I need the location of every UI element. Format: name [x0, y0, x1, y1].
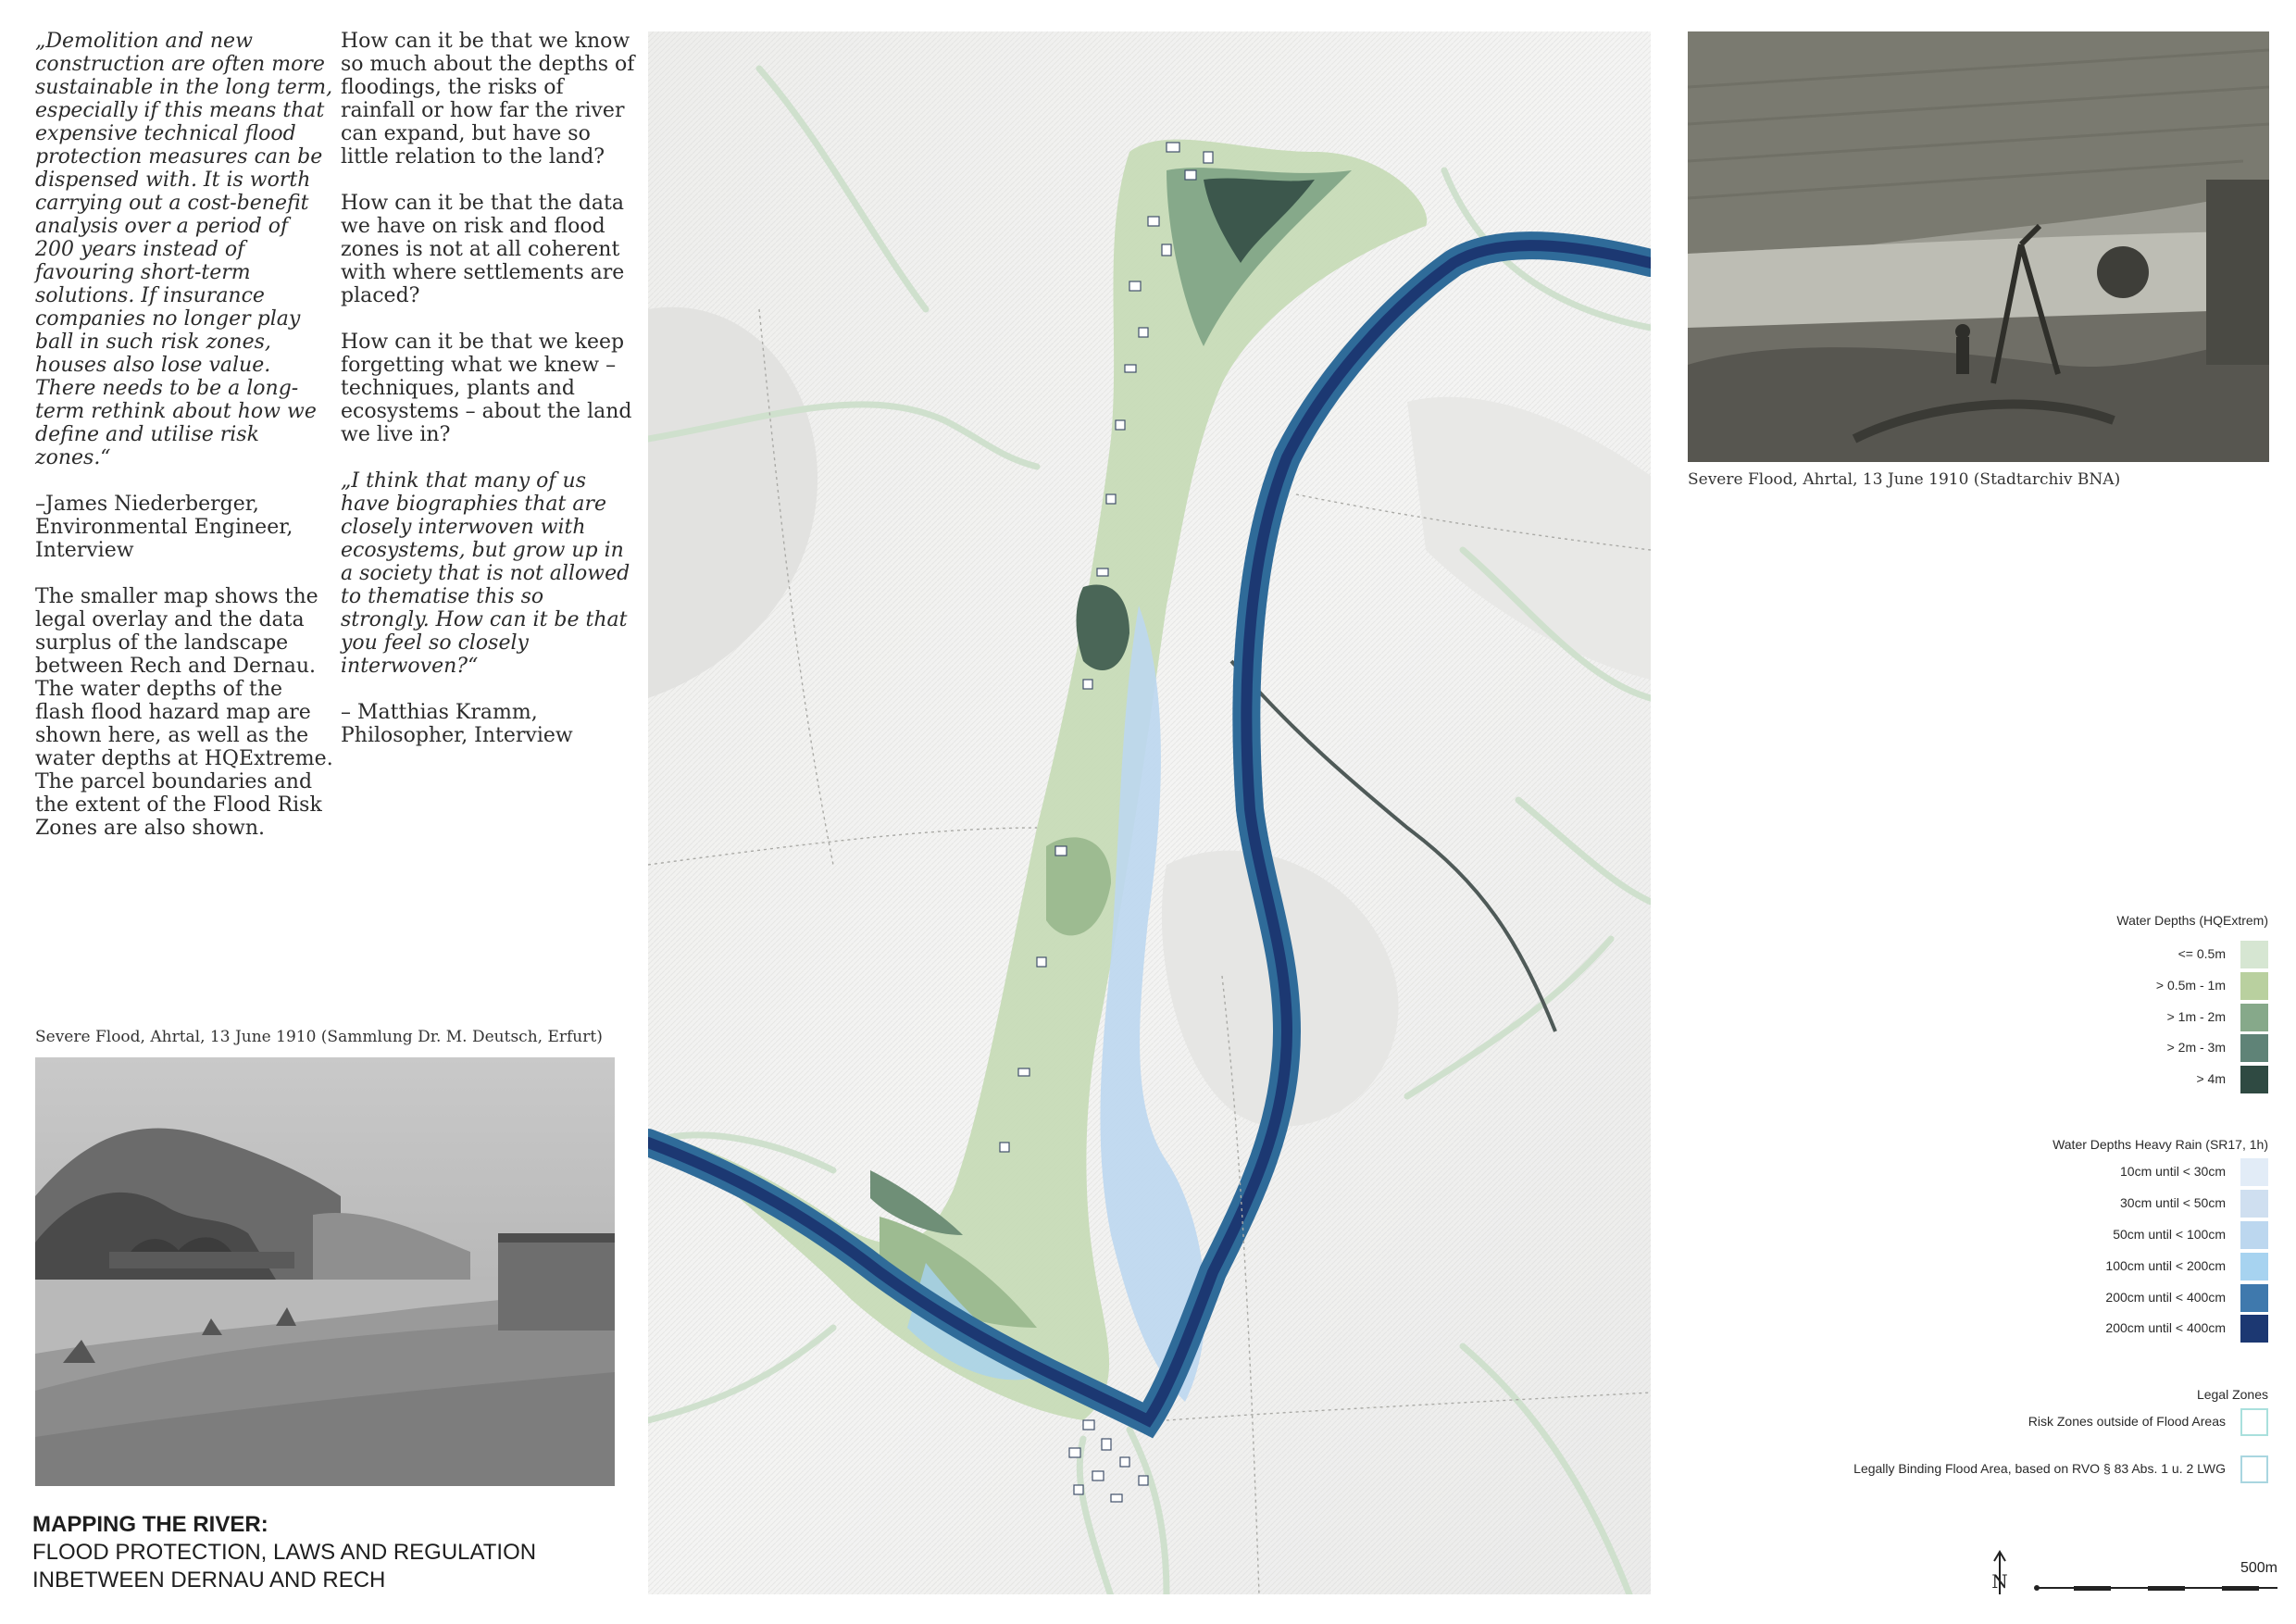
- scale-label: 500m: [2240, 1560, 2277, 1576]
- question-3: How can it be that we keep forgetting what we knew – techniques, plants and ecosystems – about the land we live in?: [341, 331, 632, 446]
- historic-photo-2-drawing: [1688, 31, 2269, 462]
- scale-bar-drawing: [1972, 1546, 2277, 1602]
- legend-swatch: [2240, 1066, 2268, 1093]
- legend-swatch: [2240, 972, 2268, 1000]
- legend-label: > 1m - 2m: [2166, 1009, 2226, 1024]
- legend-label: > 0.5m - 1m: [2155, 978, 2226, 993]
- legend-swatch: [2240, 1034, 2268, 1062]
- question-1: How can it be that we know so much about the depths of floodings, the risks of rainfall or how far the river can expand, but have so little relation to the land?: [341, 30, 635, 169]
- legend-label: > 4m: [2196, 1071, 2226, 1086]
- legend-label: > 2m - 3m: [2166, 1040, 2226, 1055]
- photo-caption-1: Severe Flood, Ahrtal, 13 June 1910 (Sammlung Dr. M. Deutsch, Erfurt): [35, 1028, 603, 1046]
- title-line-3: INBETWEEN DERNAU AND RECH: [32, 1568, 386, 1593]
- legend: [1759, 913, 2268, 1505]
- scale-bar: [1972, 1546, 2277, 1602]
- north-label: N: [1991, 1570, 2008, 1593]
- quote-kramm: „I think that many of us have biographies that are closely interwoven with ecosystems, but grow up in a society that is not allowed to thematise this so strongly. How can it be that you feel so closely interwoven?“: [341, 469, 630, 678]
- legend-swatch-outline: [2240, 1408, 2268, 1436]
- attribution-kramm: – Matthias Kramm, Philosopher, Interview: [341, 701, 573, 747]
- question-2: How can it be that the data we have on risk and flood zones is not at all coherent with where settlements are placed?: [341, 192, 625, 307]
- legend-label: Legally Binding Flood Area, based on RVO § 83 Abs. 1 u. 2 LWG: [1853, 1461, 2226, 1476]
- legend-swatch: [2240, 941, 2268, 968]
- legend-label: 10cm until < 30cm: [2120, 1164, 2226, 1179]
- legend-label: <= 0.5m: [2177, 946, 2226, 961]
- historic-flood-photo-2: [1688, 31, 2269, 462]
- legend-swatch-outline: [2240, 1455, 2268, 1483]
- legend-title-hqextrem: Water Depths (HQExtrem): [2116, 913, 2268, 928]
- flood-map: [648, 31, 1651, 1594]
- legend-swatch: [2240, 1004, 2268, 1031]
- legend-swatch: [2240, 1221, 2268, 1249]
- legend-swatch: [2240, 1315, 2268, 1343]
- photo-caption-2: Severe Flood, Ahrtal, 13 June 1910 (Stadtarchiv BNA): [1688, 470, 2121, 489]
- text-column-right: [341, 30, 637, 770]
- body-text-map-description: The smaller map shows the legal overlay and the data surplus of the landscape between Rech and Dernau. The water depths of the flash flood hazard map are shown here, as well as the water depths at HQExtreme. The parcel boundaries and the extent of the Flood Risk Zones are also shown.: [35, 585, 333, 840]
- legend-label: 30cm until < 50cm: [2120, 1195, 2226, 1210]
- poster-title: [32, 1511, 536, 1594]
- legend-label: Risk Zones outside of Flood Areas: [2028, 1414, 2226, 1429]
- attribution-niederberger: –James Niederberger, Environmental Engineer, Interview: [35, 493, 293, 562]
- legend-title-legal-zones: Legal Zones: [2196, 1387, 2268, 1402]
- historic-photo-1-drawing: [35, 1057, 615, 1486]
- legend-swatch: [2240, 1190, 2268, 1218]
- legend-label: 100cm until < 200cm: [2105, 1258, 2226, 1273]
- text-column-left: [35, 30, 333, 863]
- legend-label: 200cm until < 400cm: [2105, 1320, 2226, 1335]
- title-main: MAPPING THE RIVER:: [32, 1512, 268, 1537]
- quote-niederberger: „Demolition and new construction are often more sustainable in the long term, especially if this means that expensive technical flood protection measures can be dispensed with. It is worth carrying out a cost-benefit analysis over a period of 200 years instead of favouring short-term solutions. If insurance companies no longer play ball in such risk zones, houses also lose value. There needs to be a long-term rethink about how we define and utilise risk zones.“: [35, 30, 333, 469]
- legend-label: 200cm until < 400cm: [2105, 1290, 2226, 1305]
- title-line-2: FLOOD PROTECTION, LAWS AND REGULATION: [32, 1540, 537, 1565]
- legend-swatch: [2240, 1253, 2268, 1280]
- legend-swatch: [2240, 1158, 2268, 1186]
- legend-title-heavy-rain: Water Depths Heavy Rain (SR17, 1h): [2053, 1137, 2268, 1152]
- flood-map-drawing: [648, 31, 1651, 1594]
- historic-flood-photo-1: [35, 1057, 615, 1486]
- legend-label: 50cm until < 100cm: [2113, 1227, 2226, 1242]
- legend-swatch: [2240, 1284, 2268, 1312]
